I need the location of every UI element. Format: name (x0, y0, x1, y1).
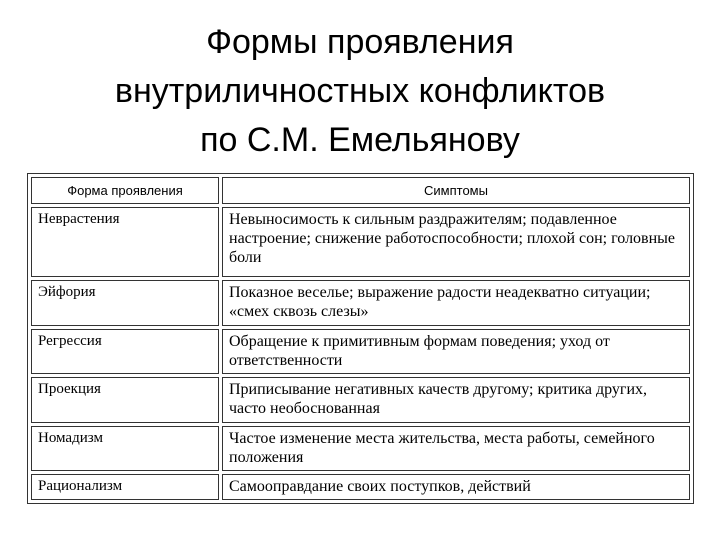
table-row (31, 377, 690, 422)
title-line-1: Формы проявления (206, 23, 514, 61)
header-form: Форма проявления (31, 177, 219, 204)
form-cell: Проекция (31, 377, 219, 422)
symptoms-cell: Частое изменение места жительства, места работы, семейного положения (222, 426, 690, 471)
form-cell: Эйфория (31, 280, 219, 325)
table-header-row (31, 177, 690, 204)
conflict-forms-table (27, 173, 694, 504)
symptoms-cell: Обращение к примитивным формам поведения; уход от ответственности (222, 329, 690, 374)
symptoms-cell: Приписывание негативных качеств другому; критика других, часто необоснованная (222, 377, 690, 422)
form-cell: Неврастения (31, 207, 219, 277)
form-cell: Рационализм (31, 474, 219, 500)
table-row (31, 207, 690, 277)
form-cell: Регрессия (31, 329, 219, 374)
table (28, 174, 693, 503)
table-row (31, 280, 690, 325)
table-row (31, 329, 690, 374)
title-line-2: внутриличностных конфликтов (114, 72, 606, 110)
symptoms-cell: Невыносимость к сильным раздражителям; подавленное настроение; снижение работоспособности; плохой сон; головные боли (222, 207, 690, 277)
table-row (31, 474, 690, 500)
form-cell: Номадизм (31, 426, 219, 471)
symptoms-cell: Самооправдание своих поступков, действий (222, 474, 690, 500)
slide-title (0, 18, 720, 165)
title-line-3: по С.М. Емельянову (200, 121, 520, 159)
symptoms-cell: Показное веселье; выражение радости неадекватно ситуации; «смех сквозь слезы» (222, 280, 690, 325)
header-symptoms: Симптомы (222, 177, 690, 204)
table-row (31, 426, 690, 471)
